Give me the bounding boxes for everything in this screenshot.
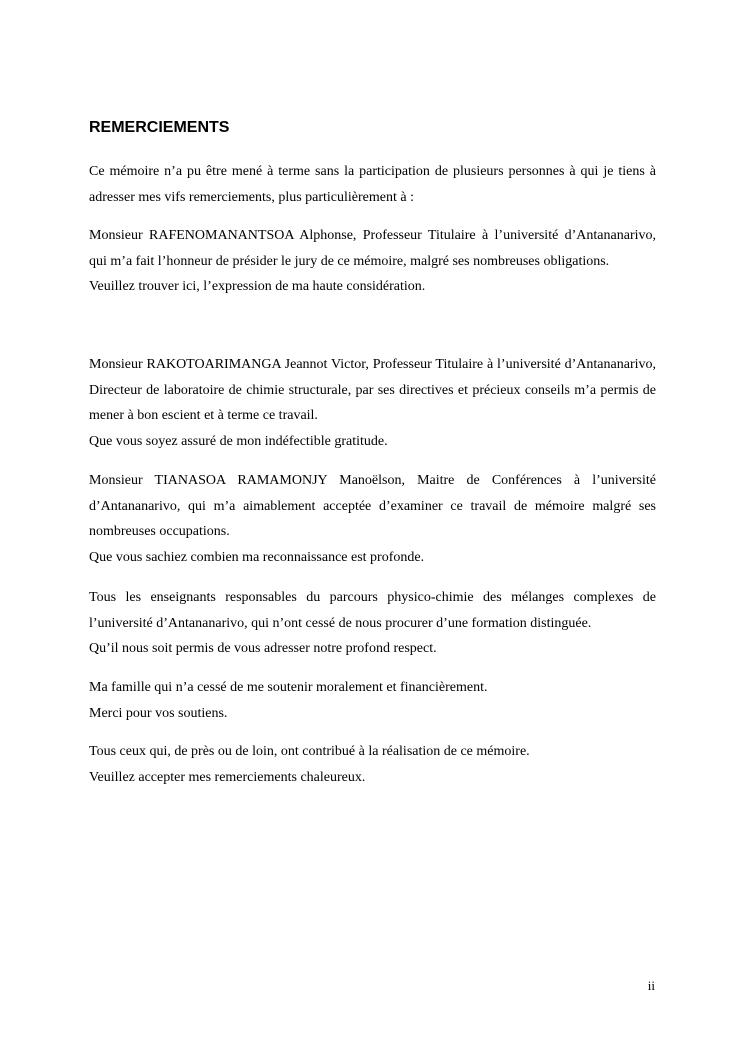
paragraph-text: Monsieur TIANASOA RAMAMONJY Manoëlson, Maitre de Conférences à l’université d’Antananarivo, qui m’a aimablement acceptée d’examiner ce travail de mémoire malgré ses nombreuses occupations. xyxy=(89,473,656,539)
paragraph-closing: Veuillez trouver ici, l’expression de ma haute considération. xyxy=(89,279,426,294)
intro-paragraph xyxy=(89,159,656,210)
thanks-paragraph-supervisor xyxy=(89,352,656,454)
paragraph-closing: Que vous soyez assuré de mon indéfectible gratitude. xyxy=(89,433,388,449)
paragraph-text: Monsieur RAKOTOARIMANGA Jeannot Victor, Professeur Titulaire à l’université d’Antananarivo, Directeur de laboratoire de chimie structurale, par ses directives et précieux conseils m’a permis de mener à bon escient et à terme ce travail. xyxy=(89,357,656,423)
thanks-paragraph-teachers xyxy=(89,585,656,662)
paragraph-closing: Que vous sachiez combien ma reconnaissance est profonde. xyxy=(89,549,425,565)
intro-text: Ce mémoire n’a pu être mené à terme sans la participation de plusieurs personnes à qui je tiens à adresser mes vifs remerciements, plus particulièrement à : xyxy=(89,164,656,205)
paragraph-closing: Veuillez accepter mes remerciements chaleureux. xyxy=(89,769,366,785)
paragraph-text: Monsieur RAFENOMANANTSOA Alphonse, Professeur Titulaire à l’université d’Antananarivo, qui m’a fait l’honneur de présider le jury de ce mémoire, malgré ses nombreuses obligations. xyxy=(89,228,656,269)
paragraph-closing: Merci pour vos soutiens. xyxy=(89,705,228,721)
paragraph-closing: Qu’il nous soit permis de vous adresser notre profond respect. xyxy=(89,641,437,656)
thanks-paragraph-jury-president xyxy=(89,223,656,300)
paragraph-text: Tous les enseignants responsables du parcours physico-chimie des mélanges complexes de l’université d’Antananarivo, qui n’ont cessé de nous procurer d’une formation distinguée. xyxy=(89,590,656,631)
thanks-paragraph-family xyxy=(89,675,656,726)
thanks-paragraph-examiner xyxy=(89,468,656,570)
paragraph-text: Tous ceux qui, de près ou de loin, ont contribué à la réalisation de ce mémoire. xyxy=(89,744,530,759)
paragraph-text: Ma famille qui n’a cessé de me soutenir moralement et financièrement. xyxy=(89,680,488,695)
thanks-paragraph-others xyxy=(89,739,656,790)
page-title: REMERCIEMENTS xyxy=(89,119,230,136)
page-number: ii xyxy=(647,978,655,993)
